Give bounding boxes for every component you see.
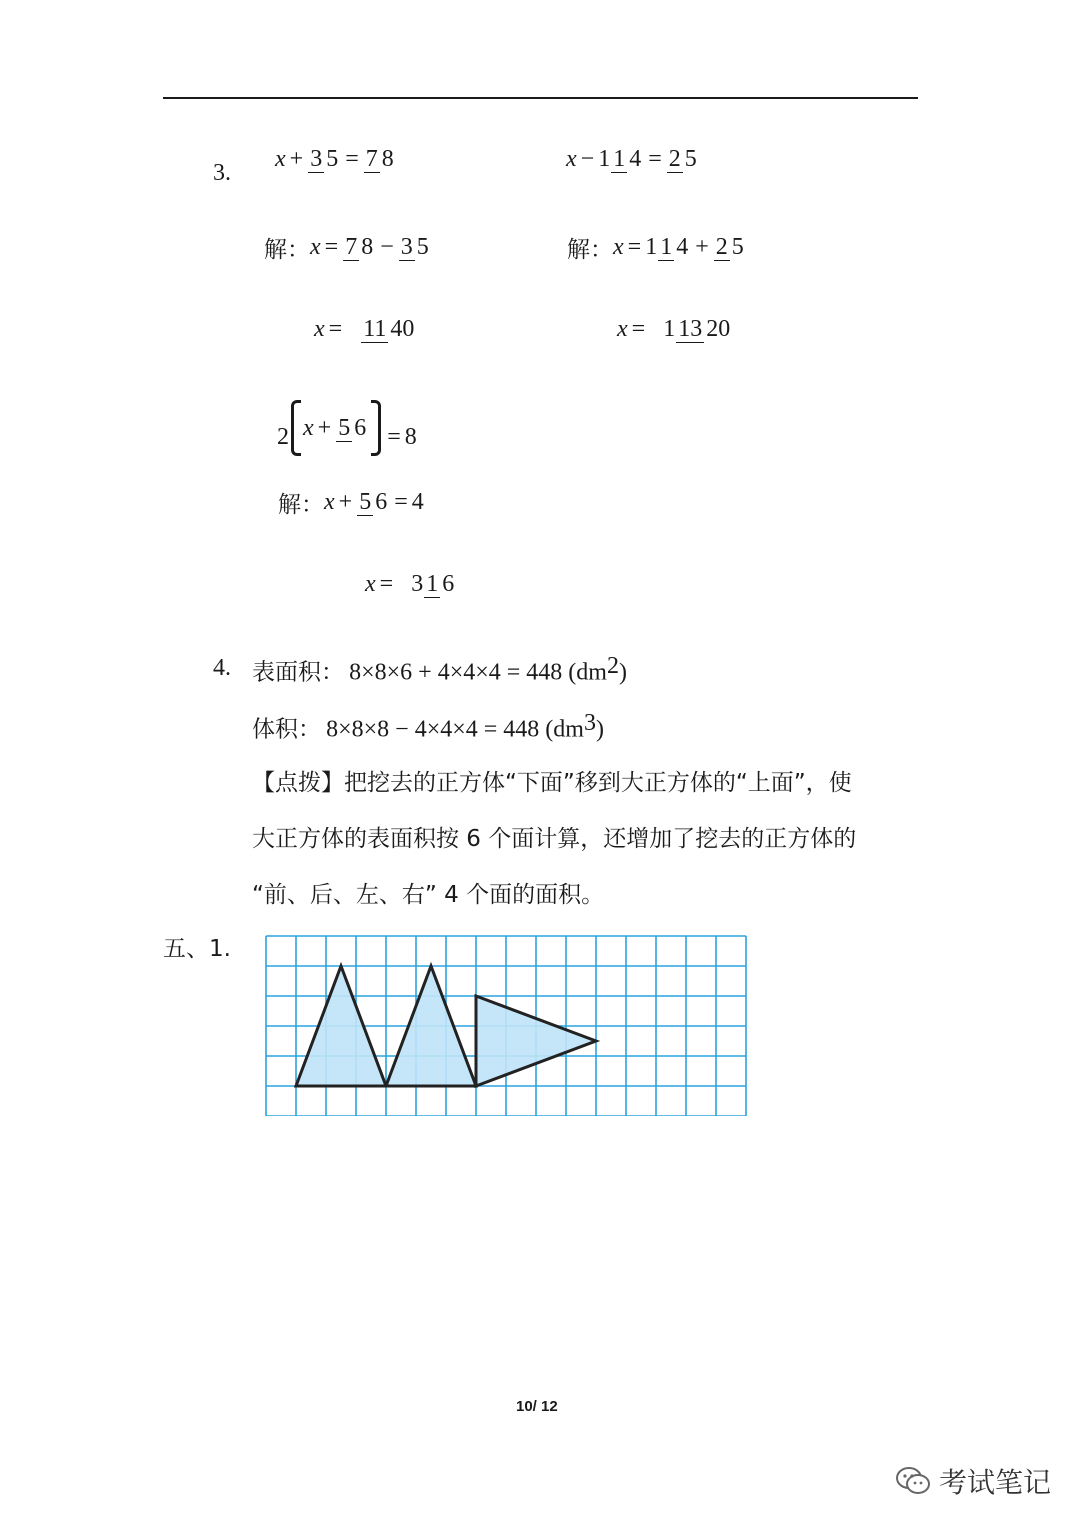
q3b-result — [617, 316, 733, 343]
rhs-value: 4 — [411, 489, 424, 515]
equals-sign: = — [324, 234, 339, 260]
var-x: x — [617, 316, 628, 342]
equals-sign: = — [631, 316, 646, 342]
fraction: 1 4 — [613, 146, 642, 172]
volume-line — [252, 710, 604, 743]
fraction: 11 40 — [363, 316, 415, 342]
equals-sign: = — [648, 146, 662, 172]
watermark — [895, 1461, 1051, 1501]
q3b-equation — [566, 146, 700, 173]
fraction: 5 6 — [338, 414, 367, 441]
rhs-value: 8 — [404, 423, 417, 450]
equals-sign: = — [379, 571, 394, 597]
fraction: 1 4 — [660, 234, 689, 260]
q3c-solution — [278, 486, 424, 519]
hint-line-2: 大正方体的表面积按 6 个面计算，还增加了挖去的正方体的 — [252, 826, 857, 852]
hint-line-3: “前、后、左、右” 4 个面的面积。 — [252, 882, 605, 908]
grid-figure — [264, 935, 748, 1116]
plus-sign: + — [695, 234, 709, 260]
header-rule — [163, 97, 918, 99]
exponent: 2 — [606, 653, 619, 679]
fraction: 2 5 — [668, 146, 697, 172]
q3a-equation — [275, 146, 397, 173]
surface-area-expression: 8×8×6 + 4×4×4 = 448 (dm — [349, 659, 607, 686]
var-x: x — [314, 316, 325, 342]
left-bracket-icon — [291, 400, 301, 456]
hint-line-1: 【点拨】把挖去的正方体“下面”移到大正方体的“上面”，使 — [252, 770, 852, 796]
q3c-result — [365, 571, 457, 598]
whole-number: 1 — [645, 234, 658, 260]
plus-sign: + — [289, 146, 304, 172]
var-x: x — [310, 234, 321, 260]
whole-number: 1 — [663, 316, 676, 342]
right-bracket-icon — [371, 400, 381, 456]
fraction: 3 5 — [400, 234, 429, 260]
q3-number: 3. — [213, 160, 231, 186]
q5-number: 五、1. — [163, 936, 231, 962]
whole-number: 3 — [411, 571, 424, 597]
page-number: 10/ 12 — [516, 1398, 558, 1415]
var-x: x — [566, 146, 577, 172]
fraction: 2 5 — [715, 234, 744, 260]
surface-area-line — [252, 653, 627, 686]
watermark-text: 考试笔记 — [939, 1466, 1052, 1499]
minus-sign: − — [580, 146, 595, 172]
volume-label: 体积： — [252, 716, 321, 743]
var-x: x — [613, 234, 624, 260]
wechat-icon — [895, 1465, 931, 1497]
surface-area-label: 表面积： — [252, 659, 344, 686]
equals-sign: = — [328, 316, 343, 342]
q3a-result — [314, 316, 417, 343]
q3c-equation — [277, 400, 417, 456]
q3a-solution — [264, 231, 432, 264]
fraction: 3 5 — [310, 146, 339, 172]
fraction: 7 8 — [345, 234, 374, 260]
close-paren: ) — [595, 716, 604, 743]
fraction: 5 6 — [359, 489, 388, 515]
fraction: 7 8 — [365, 146, 394, 172]
fraction: 1 6 — [426, 571, 455, 597]
close-paren: ) — [618, 659, 627, 686]
fraction: 13 20 — [678, 316, 731, 342]
q4-number: 4. — [213, 655, 231, 681]
equals-sign: = — [627, 234, 642, 260]
solution-label: 解： — [278, 492, 324, 518]
solution-label: 解： — [264, 237, 310, 263]
exponent: 3 — [583, 710, 596, 736]
equals-sign: = — [345, 146, 359, 172]
var-x: x — [303, 414, 314, 441]
whole-number: 1 — [598, 146, 611, 172]
var-x: x — [324, 489, 335, 515]
coefficient: 2 — [277, 423, 289, 450]
solution-label: 解： — [567, 237, 613, 263]
plus-sign: + — [317, 414, 332, 441]
q3b-solution — [567, 231, 747, 264]
var-x: x — [275, 146, 286, 172]
plus-sign: + — [338, 489, 353, 515]
minus-sign: − — [380, 234, 394, 260]
equals-sign: = — [394, 489, 408, 515]
equals-sign: = — [387, 423, 401, 450]
var-x: x — [365, 571, 376, 597]
volume-expression: 8×8×8 − 4×4×4 = 448 (dm — [326, 716, 584, 743]
